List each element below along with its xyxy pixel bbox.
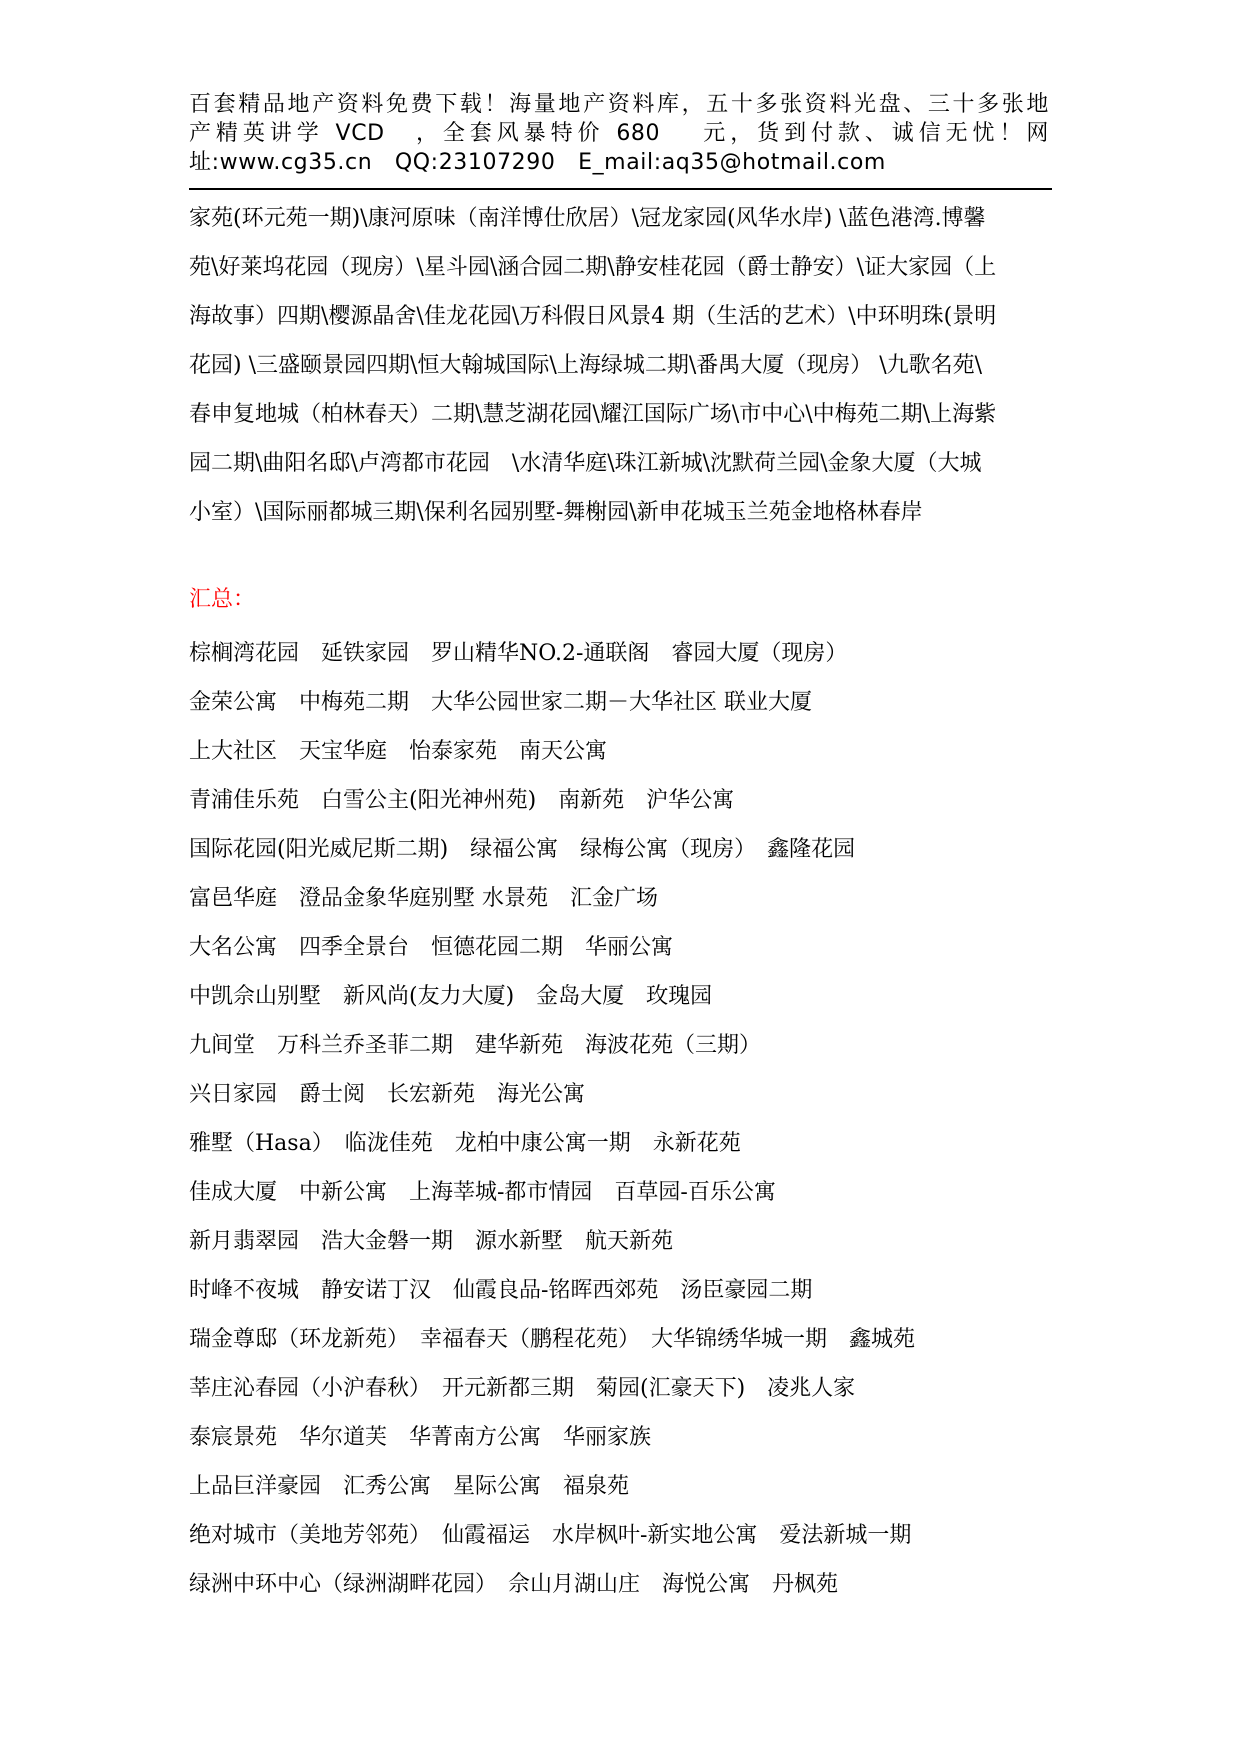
header-line-2: 产精英讲学 VCD ，全套风暴特价 680 元，货到付款、诚信无忧！网 <box>189 121 1049 146</box>
summary-row: 时峰不夜城 静安诺丁汉 仙霞良品-铭晖西郊苑 汤臣豪园二期 <box>189 1278 813 1303</box>
summary-list <box>189 629 1059 1609</box>
header-line-1: 百套精品地产资料免费下载！海量地产资料库，五十多张资料光盘、三十多张地 <box>189 92 1049 117</box>
intro-line: 园二期\曲阳名邸\卢湾都市花园 \水清华庭\珠江新城\沈默荷兰园\金象大厦（大城 <box>189 451 982 476</box>
summary-row: 新月翡翠园 浩大金磐一期 源水新墅 航天新苑 <box>189 1229 674 1254</box>
summary-row: 绿洲中环中心（绿洲湖畔花园） 佘山月湖山庄 海悦公寓 丹枫苑 <box>189 1572 839 1597</box>
intro-line: 家苑(环元苑一期)\康河原味（南洋博仕欣居）\冠龙家园(风华水岸) \蓝色港湾.博馨 <box>189 206 986 231</box>
summary-row: 上大社区 天宝华庭 怡泰家苑 南天公寓 <box>189 739 608 764</box>
intro-line: 花园) \三盛颐景园四期\恒大翰城国际\上海绿城二期\番禺大厦（现房） \九歌名苑\ <box>189 353 983 378</box>
summary-row: 国际花园(阳光威尼斯二期) 绿福公寓 绿梅公寓（现房） 鑫隆花园 <box>189 837 856 862</box>
intro-paragraph <box>189 194 1059 537</box>
intro-line: 苑\好莱坞花园（现房）\星斗园\涵合园二期\静安桂花园（爵士静安）\证大家园（上 <box>189 255 997 280</box>
intro-line: 春申复地城（柏林春天）二期\慧芝湖花园\耀江国际广场\市中心\中梅苑二期\上海紫 <box>189 402 997 427</box>
summary-row: 大名公寓 四季全景台 恒德花园二期 华丽公寓 <box>189 935 674 960</box>
summary-row: 莘庄沁春园（小沪春秋） 开元新都三期 菊园(汇豪天下) 凌兆人家 <box>189 1376 856 1401</box>
summary-row: 青浦佳乐苑 白雪公主(阳光神州苑) 南新苑 沪华公寓 <box>189 788 735 813</box>
summary-row: 上品巨洋豪园 汇秀公寓 星际公寓 福泉苑 <box>189 1474 630 1499</box>
intro-line: 海故事）四期\樱源晶舍\佳龙花园\万科假日风景4 期（生活的艺术）\中环明珠(景明 <box>189 304 997 329</box>
header-divider <box>189 188 1052 190</box>
summary-row: 九间堂 万科兰乔圣菲二期 建华新苑 海波花苑（三期） <box>189 1033 762 1058</box>
summary-row: 中凯佘山别墅 新风尚(友力大厦) 金岛大厦 玫瑰园 <box>189 984 713 1009</box>
header-line-3: 址:www.cg35.cn QQ:23107290 E_mail:aq35@hotmail.com <box>189 150 886 175</box>
summary-row: 佳成大厦 中新公寓 上海莘城-都市情园 百草园-百乐公寓 <box>189 1180 776 1205</box>
summary-row: 绝对城市（美地芳邻苑） 仙霞福运 水岸枫叶-新实地公寓 爱法新城一期 <box>189 1523 912 1548</box>
summary-heading: 汇总： <box>189 587 256 612</box>
summary-row: 雅墅（Hasa） 临泷佳苑 龙柏中康公寓一期 永新花苑 <box>189 1131 741 1156</box>
summary-row: 泰宸景苑 华尔道芙 华菁南方公寓 华丽家族 <box>189 1425 652 1450</box>
summary-row: 金荣公寓 中梅苑二期 大华公园世家二期－大华社区 联业大厦 <box>189 690 812 715</box>
intro-line: 小室）\国际丽都城三期\保利名园别墅-舞榭园\新申花城玉兰苑金地格林春岸 <box>189 500 923 525</box>
summary-row: 棕榈湾花园 延铁家园 罗山精华NO.2-通联阁 睿园大厦（现房） <box>189 641 848 666</box>
summary-row: 富邑华庭 澄品金象华庭别墅 水景苑 汇金广场 <box>189 886 658 911</box>
page-header <box>189 90 1049 177</box>
summary-row: 瑞金尊邸（环龙新苑） 幸福春天（鹏程花苑） 大华锦绣华城一期 鑫城苑 <box>189 1327 916 1352</box>
summary-row: 兴日家园 爵士阅 长宏新苑 海光公寓 <box>189 1082 586 1107</box>
